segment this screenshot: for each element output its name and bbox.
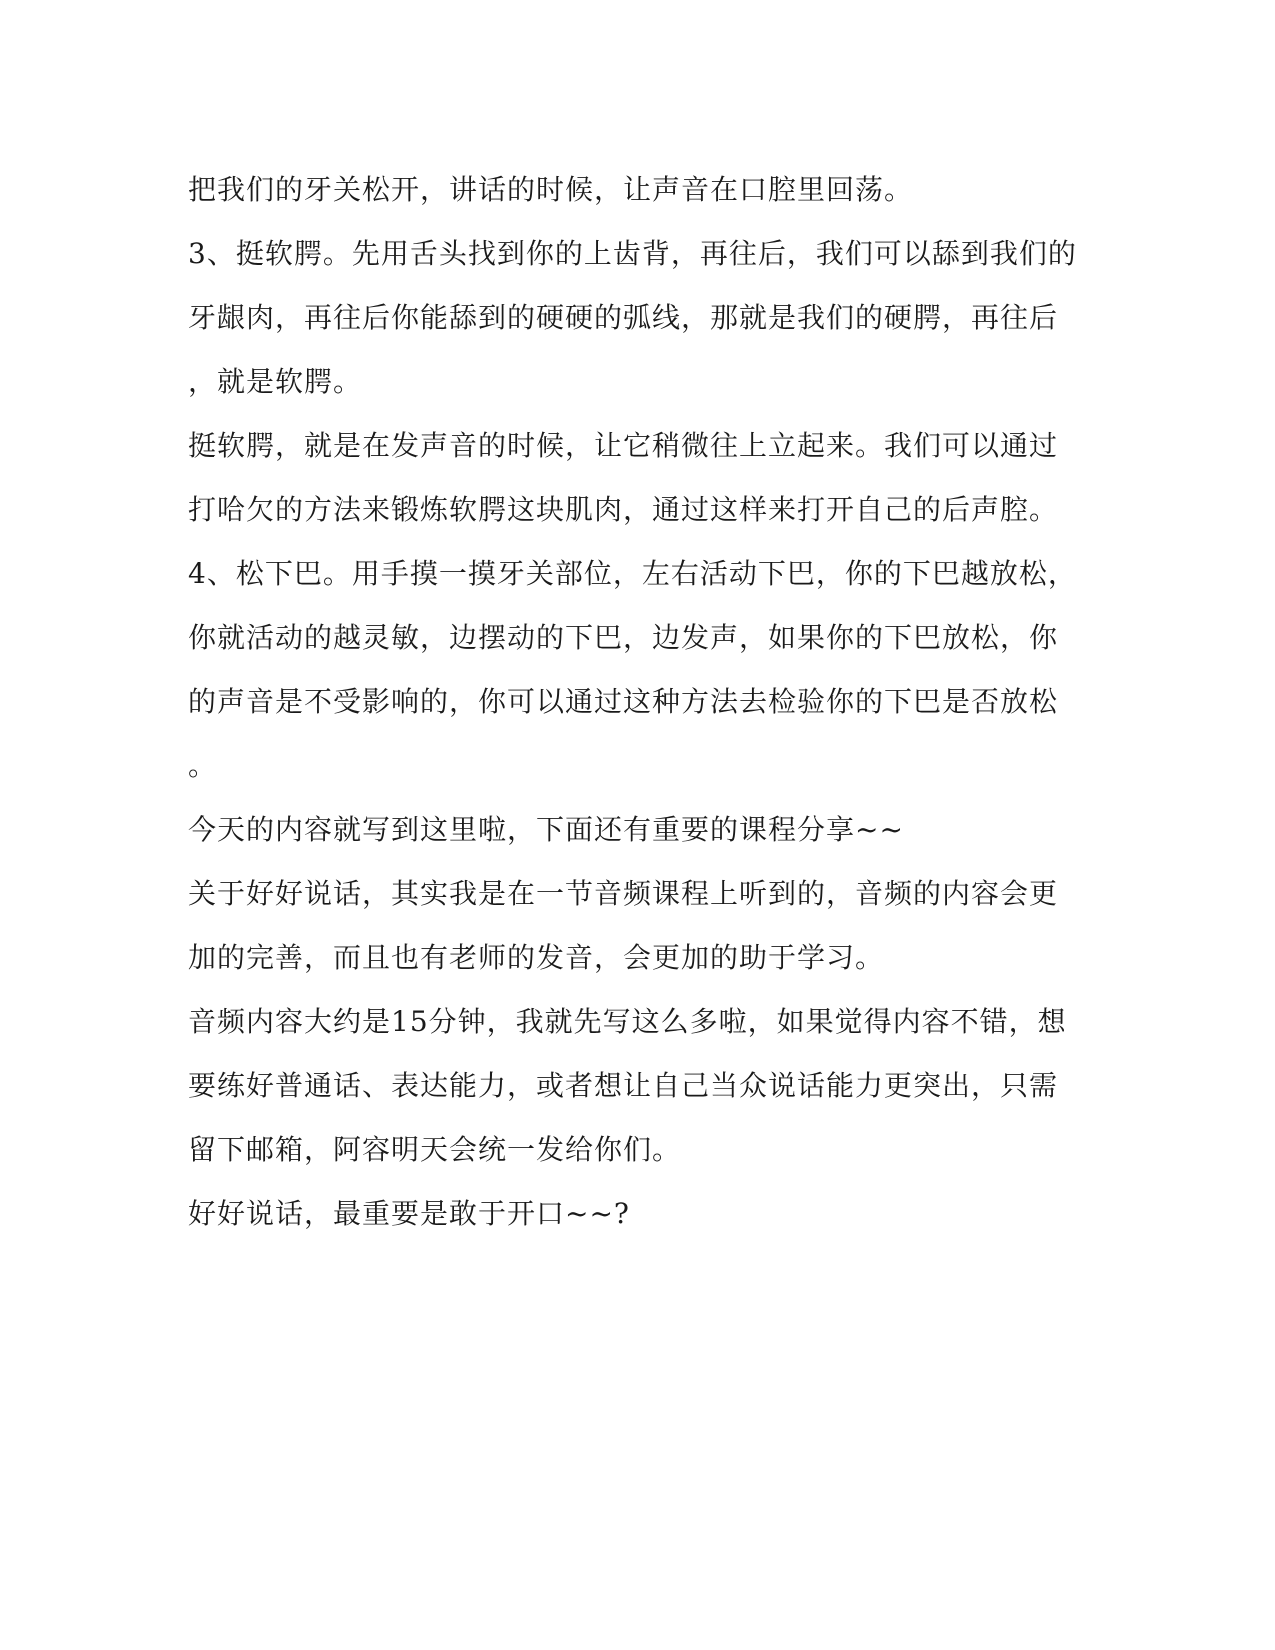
- paragraph-line: 好好说话，最重要是敢于开口~~?: [188, 1197, 630, 1230]
- paragraph-line: 今天的内容就写到这里啦，下面还有重要的课程分享~~: [188, 813, 904, 846]
- paragraph-line: 挺软腭，就是在发声音的时候，让它稍微往上立起来。我们可以通过: [188, 429, 1059, 462]
- paragraph-line: 3、挺软腭。先用舌头找到你的上齿背，再往后，我们可以舔到我们的: [188, 237, 1077, 270]
- paragraph-line: 打哈欠的方法来锻炼软腭这块肌肉，通过这样来打开自己的后声腔。: [188, 493, 1059, 526]
- paragraph-line: 4、松下巴。用手摸一摸牙关部位，左右活动下巴，你的下巴越放松，: [188, 557, 1077, 590]
- paragraph-line: 关于好好说话，其实我是在一节音频课程上听到的，音频的内容会更: [188, 877, 1059, 910]
- paragraph-line: 你就活动的越灵敏，边摆动的下巴，边发声，如果你的下巴放松，你: [188, 621, 1059, 654]
- paragraph-line: 牙龈肉，再往后你能舔到的硬硬的弧线，那就是我们的硬腭，再往后: [188, 301, 1059, 334]
- paragraph-line: 要练好普通话、表达能力，或者想让自己当众说话能力更突出，只需: [188, 1069, 1059, 1102]
- paragraph-line: 把我们的牙关松开，讲话的时候，让声音在口腔里回荡。: [188, 173, 914, 206]
- paragraph-line: 加的完善，而且也有老师的发音，会更加的助于学习。: [188, 941, 885, 974]
- document-body: [188, 158, 1088, 1246]
- paragraph-line: 。: [188, 749, 218, 782]
- paragraph-line: ，就是软腭。: [188, 365, 363, 398]
- paragraph-line: 的声音是不受影响的，你可以通过这种方法去检验你的下巴是否放松: [188, 685, 1059, 718]
- paragraph-line: 留下邮箱，阿容明天会统一发给你们。: [188, 1133, 682, 1166]
- paragraph-line: 音频内容大约是15分钟，我就先写这么多啦，如果觉得内容不错，想: [188, 1005, 1067, 1038]
